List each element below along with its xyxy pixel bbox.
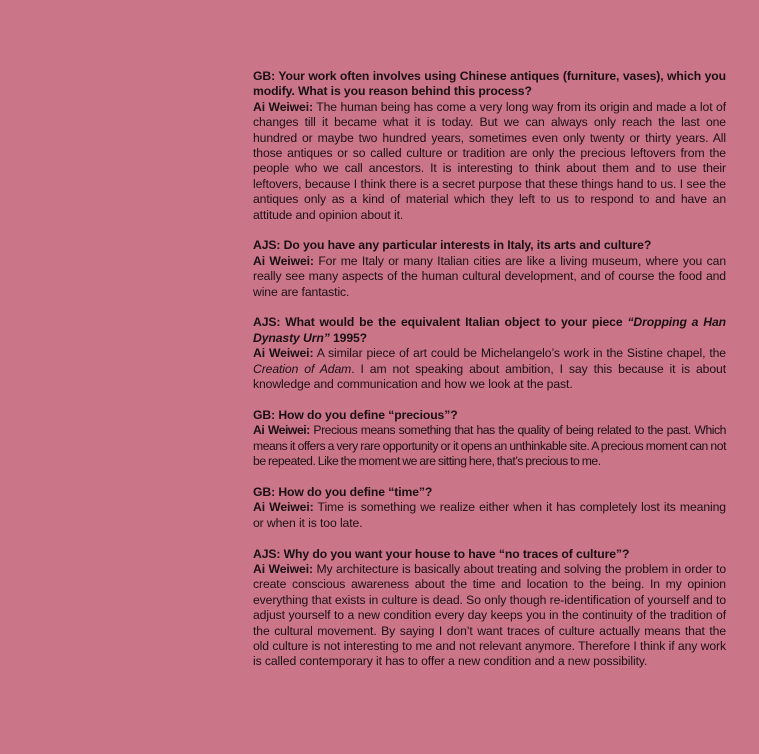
question-precious: GB: How do you define “precious”?	[253, 407, 458, 422]
question-italy: AJS: Do you have any particular interests in Italy, its arts and culture?	[253, 238, 652, 253]
answer-no-traces-of-culture	[253, 562, 726, 670]
answer-antiques	[253, 100, 726, 223]
qa-block-antiques	[253, 69, 726, 223]
answer-equivalent-object	[253, 346, 726, 392]
question-text-end: 1995?	[329, 330, 368, 345]
answer-time	[253, 500, 726, 531]
question-antiques: GB: Your work often involves using Chinese antiques (furniture, vases), which you modify. What is you reason behind this process?	[253, 69, 726, 99]
answer-text: Precious means something that has the quality of being related to the past. Which means it offers a very rare opportunity or it opens an unthinkable site. A precious moment can not be repeated. Like the moment we are sitting here, that’s precious to me.	[253, 423, 726, 469]
answer-italy	[253, 254, 726, 300]
speaker-label: Ai Weiwei:	[253, 423, 310, 438]
question-no-traces-of-culture: AJS: Why do you want your house to have “no traces of culture”?	[253, 546, 630, 561]
answer-text: A similar piece of art could be Michelangelo’s work in the Sistine chapel, the	[313, 346, 726, 361]
question-time: GB: How do you define “time”?	[253, 484, 433, 499]
question-text: AJS: What would be the equivalent Italian object to your piece	[253, 315, 628, 330]
qa-block-precious	[253, 408, 726, 470]
answer-text: For me Italy or many Italian cities are like a living museum, where you can really see many aspects of the human cultural development, and of course the food and wine are fantastic.	[253, 253, 726, 299]
answer-text-end: . I am not speaking about ambition, I say this because it is about knowledge and communication and how we look at the past.	[253, 361, 726, 392]
answer-precious	[253, 423, 726, 469]
qa-block-equivalent-object	[253, 315, 726, 392]
interview-text-column	[253, 69, 726, 685]
answer-text: My architecture is basically about treating and solving the problem in order to create conscious awareness about the time and location to the being. In my opinion everything that exists in culture is dead. So only though re-identification of yourself and to adjust yourself to a new condition every day keeps you in the continuity of the tradition of the cultural movement. By saying I don’t want traces of culture actually means that the old culture is not interesting to me and not relevant anymore. Therefore I think if any work is called contemporary it has to offer a new condition and a new possibility.	[253, 561, 726, 669]
artwork-title: “Dropping a Han Dynasty Urn”	[253, 315, 726, 345]
answer-text: The human being has come a very long way from its origin and made a lot of changes till it became what it is today. But we can always only reach the last one hundred or maybe two hundred years, sometimes even only twenty or thirty years. All those antiques or so called culture or tradition are only the precious leftovers from the people who we call ancestors. It is interesting to think about them and to use their leftovers, because I think there is a secret purpose that these things hand to us. I see the antiques only as a kind of material which they left to us to respond to and have an attitude and opinion about it.	[253, 99, 726, 222]
answer-text: Time is something we realize either when it has completely lost its meaning or when it is too late.	[253, 500, 726, 530]
speaker-label: Ai Weiwei:	[253, 561, 313, 576]
qa-block-italy	[253, 238, 726, 300]
qa-block-no-traces-of-culture	[253, 547, 726, 670]
question-equivalent-object	[253, 315, 726, 346]
speaker-label: Ai Weiwei:	[253, 346, 314, 361]
artwork-title-creation-of-adam: Creation of Adam	[253, 361, 352, 376]
speaker-label: Ai Weiwei:	[253, 99, 313, 114]
qa-block-time	[253, 485, 726, 531]
speaker-label: Ai Weiwei:	[253, 253, 314, 268]
speaker-label: Ai Weiwei:	[253, 500, 314, 515]
